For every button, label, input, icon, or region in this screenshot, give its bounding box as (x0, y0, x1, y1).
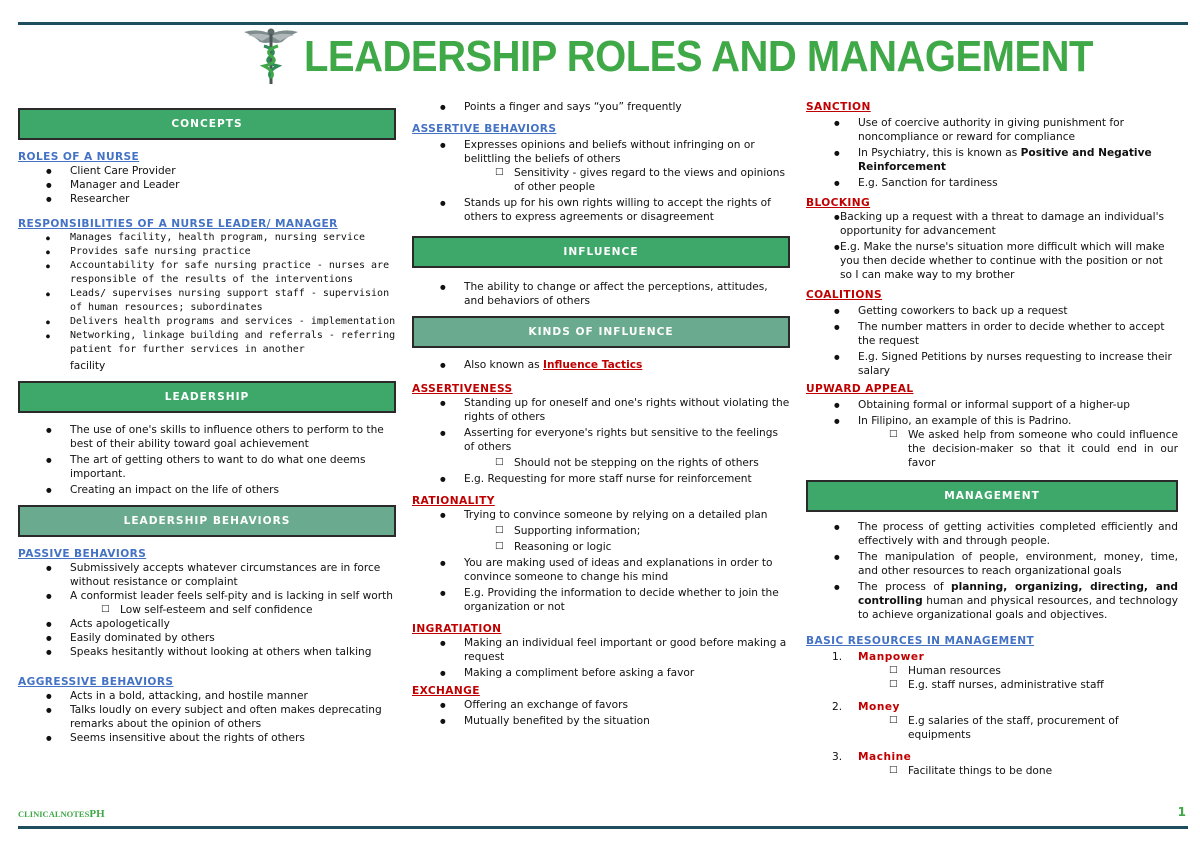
resource-item (806, 650, 1178, 664)
list-item: ● The art of getting others to want to do what one deems important. (18, 453, 396, 481)
list-item: ● E.g. Requesting for more staff nurse for reinforcement (412, 472, 790, 486)
list-item: ● The ability to change or affect the perceptions, attitudes, and behaviors of others (412, 280, 790, 308)
list-item: ● Use of coercive authority in giving punishment for noncompliance or reward for compliance (806, 116, 1178, 144)
list-item: ● Points a finger and says “you” frequently (412, 100, 790, 114)
list-item: ● Manager and Leader (18, 178, 396, 192)
list-item (806, 146, 1178, 174)
concepts-banner (18, 108, 396, 140)
resource-item (806, 700, 1178, 714)
exchange-heading: EXCHANGE (412, 685, 480, 697)
column-2 (412, 100, 790, 728)
list-item-bold-text: Positive and Negative Reinforcement (858, 147, 1152, 173)
sub-list-item: □ Supporting information; (412, 524, 790, 538)
list-item: ● Standing up for oneself and one's rights without violating the rights of others (412, 396, 790, 424)
sub-list-item: □ Reasoning or logic (412, 540, 790, 554)
footer-brand-part: PH (89, 808, 105, 820)
sub-list-item: □ We asked help from someone who could influence the decision-maker so that it could end in our favor (806, 428, 1178, 470)
list-item: ● A conformist leader feels self-pity and is lacking in self worth (18, 589, 396, 603)
footer-brand (18, 808, 105, 820)
list-item-text: In Psychiatry, this is known as (858, 147, 1021, 159)
header (240, 26, 1093, 88)
list-item: ● Client Care Provider (18, 164, 396, 178)
kinds-of-influence-banner-label: KINDS OF INFLUENCE (528, 326, 674, 338)
page-number: 1 (1177, 805, 1186, 819)
list-item: ● Trying to convince someone by relying on a detailed plan (412, 508, 790, 522)
list-item-bold-text: planning, organizing, directing, and controlling (858, 581, 1178, 607)
influence-banner-label: INFLUENCE (563, 246, 639, 258)
resource-number: 2. (832, 701, 843, 713)
upward-appeal-heading: UPWARD APPEAL (806, 383, 914, 395)
list-item: ● The process of getting activities completed efficiently and effectively with and through people. (806, 520, 1178, 548)
list-item-continuation: facility (70, 360, 106, 372)
resource-title: Manpower (858, 651, 925, 663)
basic-resources-heading: BASIC RESOURCES IN MANAGEMENT (806, 635, 1035, 647)
influence-banner (412, 236, 790, 268)
sub-list-item: □ Human resources (806, 664, 1178, 678)
roles-heading: ROLES OF A NURSE (18, 151, 140, 163)
sub-list-item: □ E.g salaries of the staff, procurement of equipments (806, 714, 1178, 742)
list-item: ● Offering an exchange of favors (412, 698, 790, 712)
list-item-text: human and physical resources, and technology to achieve organizational goals and objectives. (858, 595, 1178, 621)
footer-brand-part: CLINICAL (18, 809, 61, 819)
list-item: ● Accountability for safe nursing practice - nurses are responsible of the results of the interventions (18, 259, 396, 287)
sub-list-item: □ Facilitate things to be done (806, 764, 1178, 778)
column-1 (18, 108, 396, 745)
sub-list-item: □ Sensitivity - gives regard to the views and opinions of other people (412, 166, 790, 194)
leadership-behaviors-banner (18, 505, 396, 537)
list-item (806, 580, 1178, 622)
list-item: ● Leads/ supervises nursing support staff - supervision of human resources; subordinates (18, 287, 396, 315)
resource-number: 3. (832, 751, 843, 763)
top-rule (18, 22, 1188, 25)
list-item: ● Expresses opinions and beliefs without infringing on or belittling the beliefs of others (412, 138, 790, 166)
list-item: ● Mutually benefited by the situation (412, 714, 790, 728)
resource-item (806, 750, 1178, 764)
ingratiation-heading: INGRATIATION (412, 623, 502, 635)
footer-brand-part: NOTES (60, 809, 90, 819)
resource-title: Machine (858, 751, 912, 763)
sub-list-item: □ Should not be stepping on the rights of others (412, 456, 790, 470)
leadership-banner (18, 381, 396, 413)
caduceus-icon (240, 26, 302, 88)
column-3 (806, 100, 1178, 778)
resource-title: Money (858, 701, 900, 713)
leadership-behaviors-banner-label: LEADERSHIP BEHAVIORS (123, 515, 291, 527)
list-item: ● Making a compliment before asking a favor (412, 666, 790, 680)
management-banner-label: MANAGEMENT (944, 490, 1040, 502)
leadership-banner-label: LEADERSHIP (164, 391, 250, 403)
list-item: ● Manages facility, health program, nursing service (18, 231, 396, 245)
passive-heading: PASSIVE BEHAVIORS (18, 548, 147, 560)
list-item: ● Asserting for everyone's rights but sensitive to the feelings of others (412, 426, 790, 454)
bottom-rule (18, 826, 1188, 829)
blocking-heading: BLOCKING (806, 197, 871, 209)
sub-list-item: □ E.g. staff nurses, administrative staff (806, 678, 1178, 692)
list-item: ● Getting coworkers to back up a request (806, 304, 1178, 318)
list-item: ● Obtaining formal or informal support of a higher-up (806, 398, 1178, 412)
rationality-heading: RATIONALITY (412, 495, 495, 507)
list-item-text: Also known as (464, 359, 544, 371)
assertive-heading: ASSERTIVE BEHAVIORS (412, 123, 557, 135)
list-item: ● Stands up for his own rights willing to accept the rights of others to express agreements or disagreement (412, 196, 790, 224)
responsibilities-heading: RESPONSIBILITIES OF A NURSE LEADER/ MANAGER (18, 218, 338, 230)
list-item: ● E.g. Providing the information to decide whether to join the organization or not (412, 586, 790, 614)
sanction-heading: SANCTION (806, 101, 871, 113)
list-item: ● Talks loudly on every subject and often makes deprecating remarks about the opinion of others (18, 703, 396, 731)
list-item-text: The process of (858, 581, 952, 593)
influence-tactics-link[interactable]: Influence Tactics (543, 359, 643, 371)
list-item: ● Seems insensitive about the rights of others (18, 731, 396, 745)
list-item: ● Making an individual feel important or good before making a request (412, 636, 790, 664)
list-item: ● E.g. Sanction for tardiness (806, 176, 1178, 190)
list-item: ● E.g. Signed Petitions by nurses requesting to increase their salary (806, 350, 1178, 378)
list-item: ● Creating an impact on the life of others (18, 483, 396, 497)
list-item: ● Delivers health programs and services - implementation (18, 315, 396, 329)
sub-list-item: □ Low self-esteem and self confidence (18, 603, 396, 617)
list-item: ● The use of one's skills to influence others to perform to the best of their ability toward goal achievement (18, 423, 396, 451)
resource-number: 1. (832, 651, 843, 663)
concepts-banner-label: CONCEPTS (171, 118, 243, 130)
management-banner (806, 480, 1178, 512)
list-item: ● Submissively accepts whatever circumstances are in force without resistance or complaint (18, 561, 396, 589)
list-item: ● Easily dominated by others (18, 631, 396, 645)
list-item: ● Acts in a bold, attacking, and hostile manner (18, 689, 396, 703)
list-item: ● Acts apologetically (18, 617, 396, 631)
kinds-of-influence-banner (412, 316, 790, 348)
list-item: ● Speaks hesitantly without looking at others when talking (18, 645, 396, 659)
list-item: ● You are making used of ideas and explanations in order to convince someone to change his mind (412, 556, 790, 584)
list-item: ● Networking, linkage building and referrals - referring patient for further services in another (18, 329, 396, 357)
list-item (412, 358, 790, 372)
page-title: LEADERSHIP ROLES AND MANAGEMENT (304, 32, 1093, 81)
list-item: ● Backing up a request with a threat to damage an individual's opportunity for advancement (806, 210, 1178, 238)
aggressive-heading: AGGRESSIVE BEHAVIORS (18, 676, 174, 688)
list-item: ● The number matters in order to decide whether to accept the request (806, 320, 1178, 348)
list-item: ● The manipulation of people, environment, money, time, and other resources to reach organizational goals (806, 550, 1178, 578)
list-item: ● In Filipino, an example of this is Padrino. (806, 414, 1178, 428)
list-item: ● Provides safe nursing practice (18, 245, 396, 259)
assertiveness-heading: ASSERTIVENESS (412, 383, 513, 395)
list-item: ● Researcher (18, 192, 396, 206)
list-item: ● E.g. Make the nurse's situation more difficult which will make you then decide whether to continue with the position or not so I can make way to my brother (806, 240, 1178, 282)
coalitions-heading: COALITIONS (806, 289, 883, 301)
